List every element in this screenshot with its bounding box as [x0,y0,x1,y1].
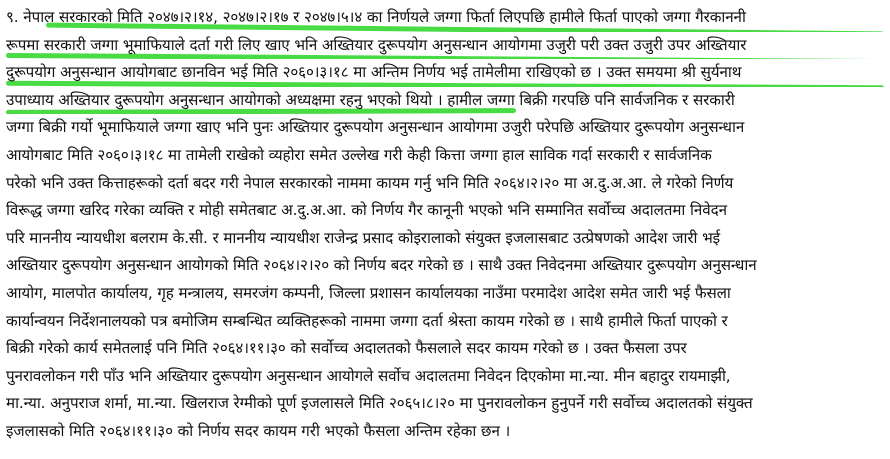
text-line [6,142,884,170]
line-text: परि माननीय न्यायधीश बलराम के.सी. र माननीय न्यायधीश राजेन्द्र प्रसाद कोइरालाको संयुक्त इजलासबाट उत्प्रेषणको आदेश जारी भई [6,228,721,247]
line-text: आयोग, मालपोत कार्यालय, गृह मन्त्रालय, समरजंग कम्पनी, जिल्ला प्रशासन कार्यालयका नाउँमा परमादेश आदेश समेत जारी भई फैसला [6,283,731,302]
text-line [6,225,884,253]
text-line [6,87,884,115]
line-text: परेको भनि उक्त कित्ताहरूको दर्ता बदर गरी नेपाल सरकारको नाममा कायम गर्नु भनि मिति २०६४।२।२० मा अ.दु.अ.आ. ले गरेको निर्णय [6,173,734,192]
line-text: मा.न्या. अनुपराज शर्मा, मा.न्या. खिलराज रेग्मीको पूर्ण इजलासले मिति २०६५।८।२० मा पुनरावलोकन हुनुपर्ने गरी सर्वोच्च अदालतको संयुक्त [6,394,753,413]
line-text: अख्तियार दुरूपयोग अनुसन्धान आयोगको मिति २०६४।२।२० को निर्णय बदर गरेको छ । साथै उक्त निवेदनमा अख्तियार दुरूपयोग अनुसन्धान [6,256,757,275]
text-line [6,32,884,60]
text-line [6,197,884,225]
text-line [6,308,884,336]
line-text: कार्यान्वयन निर्देशनालयको पत्र बमोजिम सम्बन्धित व्यक्तिहरूको नाममा जग्गा दर्ता श्रेस्ता कायम गरेको छ । साथै हामीले फिर्ता पाएको र [6,311,728,330]
highlight-mark [6,81,884,87]
line-text: उपाध्याय अख्तियार दुरूपयोग अनुसन्धान आयोगको अध्यक्षमा रहनु भएको थियो । हामील जग्गा बिक्री गरपछि पनि सार्वजनिक र सरकारी [6,90,735,109]
text-line [6,252,884,280]
line-text: बिक्री गरेको कार्य समेतलाई पनि मिति २०६४।११।३० को सर्वोच्च अदालतको फैसलाले सदर कायम गरेको छ । उक्त फैसला उपर [6,339,687,358]
line-text: आयोगबाट मिति २०६०।३।१८ मा तामेली राखेको व्यहोरा समेत उल्लेख गरी केही कित्ता जग्गा हाल साविक गर्दा सरकारी र सार्वजनिक [6,145,712,164]
line-text: पुनरावलोकन गरी पाँउ भनि अख्तियार दुरूपयोग अनुसन्धान आयोगले सर्वोच अदालतमा निवेदन दिएकोमा मा.न्या. मीन बहादुर रायमाझी, [6,366,731,385]
text-line [6,4,884,32]
line-text: जग्गा बिक्री गर्यो भूमाफियाले जग्गा खाए भनि पुनः अख्तियार दुरूपयोग अनुसन्धान आयोगमा उजुरी परेपछि अख्तियार दुरूपयोग अनुसन्धान [6,118,745,137]
text-line [6,114,884,142]
line-text: इजलासको मिति २०६४।११।३० को निर्णय सदर कायम गरी भएको फैसला अन्तिम रहेका छन । [6,421,511,440]
line-text: रूपमा सरकारी जग्गा भूमाफियाले दर्ता गरी लिए खाए भनि अख्तियार दुरूपयोग अनुसन्धान आयोगमा उजुरी परी उक्त उजुरी उपर अख्तियार [6,35,747,54]
paragraph [6,4,884,446]
line-text: ९. नेपाल सरकारको मिति २०४७।२।१४, २०४७।२।१७ र २०४७।५।४ का निर्णयले जग्गा फिर्ता लिएपछि हामीले फिर्ता पाएको जग्गा गैरकाननी [6,8,746,26]
text-line [6,59,884,87]
text-line [6,390,884,418]
text-line [6,363,884,391]
text-line [6,335,884,363]
text-line [6,418,884,446]
text-line [6,280,884,308]
text-line [6,170,884,198]
line-text: विरूद्ध जग्गा खरिद गरेका व्यक्ति र मोही समेतबाट अ.दु.अ.आ. को निर्णय गैर कानूनी भएको भनि सम्मानित सर्वोच्च अदालतमा निवेदन [6,201,727,220]
line-text: दुरूपयोग अनुसन्धान आयोगबाट छानविन भई मिति २०६०।३।१८ मा अन्तिम निर्णय भई तामेलीमा राखिएको छ । उक्त समयमा श्री सुर्यनाथ [6,63,742,82]
